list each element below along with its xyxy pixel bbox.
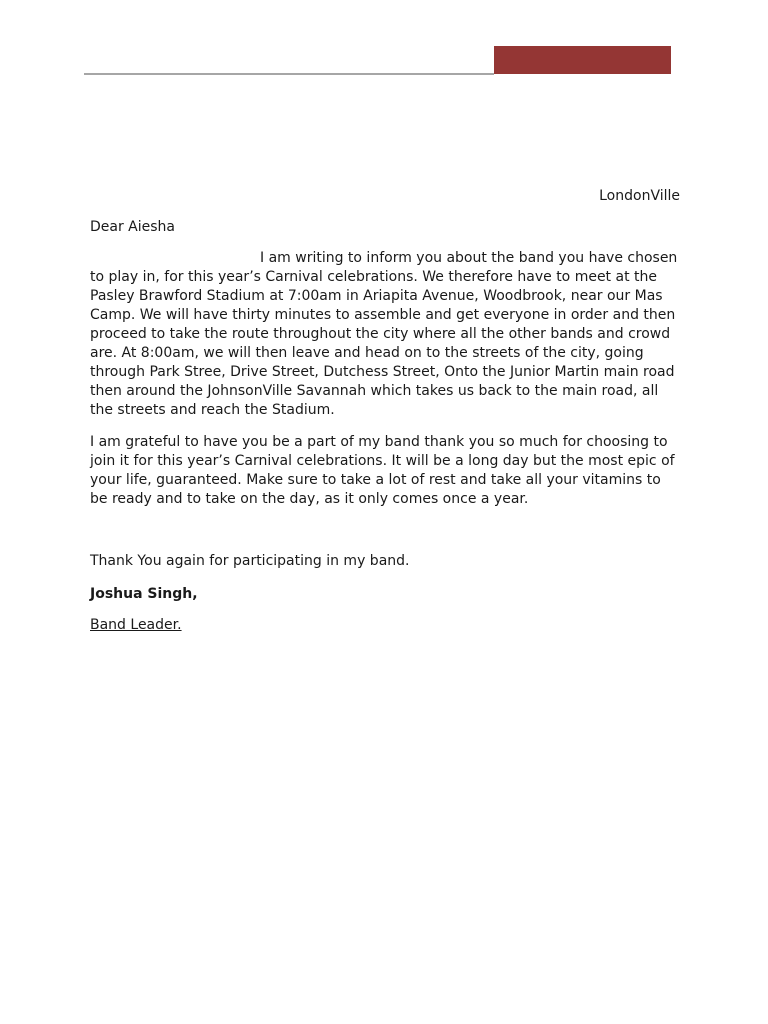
letter-closing: Thank You again for participating in my band. (90, 553, 410, 569)
letter-salutation: Dear Aiesha (90, 219, 176, 235)
paragraph-spacer (90, 522, 680, 552)
letter-body (90, 187, 680, 635)
letter-signature: Joshua Singh, (90, 586, 198, 602)
letter-paragraph-1: I am writing to inform you about the band you have chosen to play in, for this year’s Carnival celebrations. We therefore have to meet at the Pasley Brawford Stadium at 7:00am in Ariapita Avenue, Woodbrook, near our Mas Camp. We will have thirty minutes to assemble and get everyone in order and then proceed to take the route throughout the city where all the other bands and crowd are. At 8:00am, we will then leave and head on to the streets of the city, going through Park Stree, Drive Street, Dutchess Street, Onto the Junior Martin main road then around the JohnsonVille Savannah which takes us back to the main road, all the streets and reach the Stadium. (90, 250, 678, 418)
letter-signer-role: Band Leader. (90, 617, 182, 633)
header-accent-block (494, 46, 671, 74)
header-rule (84, 73, 494, 75)
letter-place: LondonVille (599, 188, 680, 204)
letter-paragraph-2: I am grateful to have you be a part of my band thank you so much for choosing to join it for this year’s Carnival celebrations. It will be a long day but the most epic of your life, guaranteed. Make sure to take a lot of rest and take all your vitamins to be ready and to take on the day, as it only comes once a year. (90, 434, 675, 507)
